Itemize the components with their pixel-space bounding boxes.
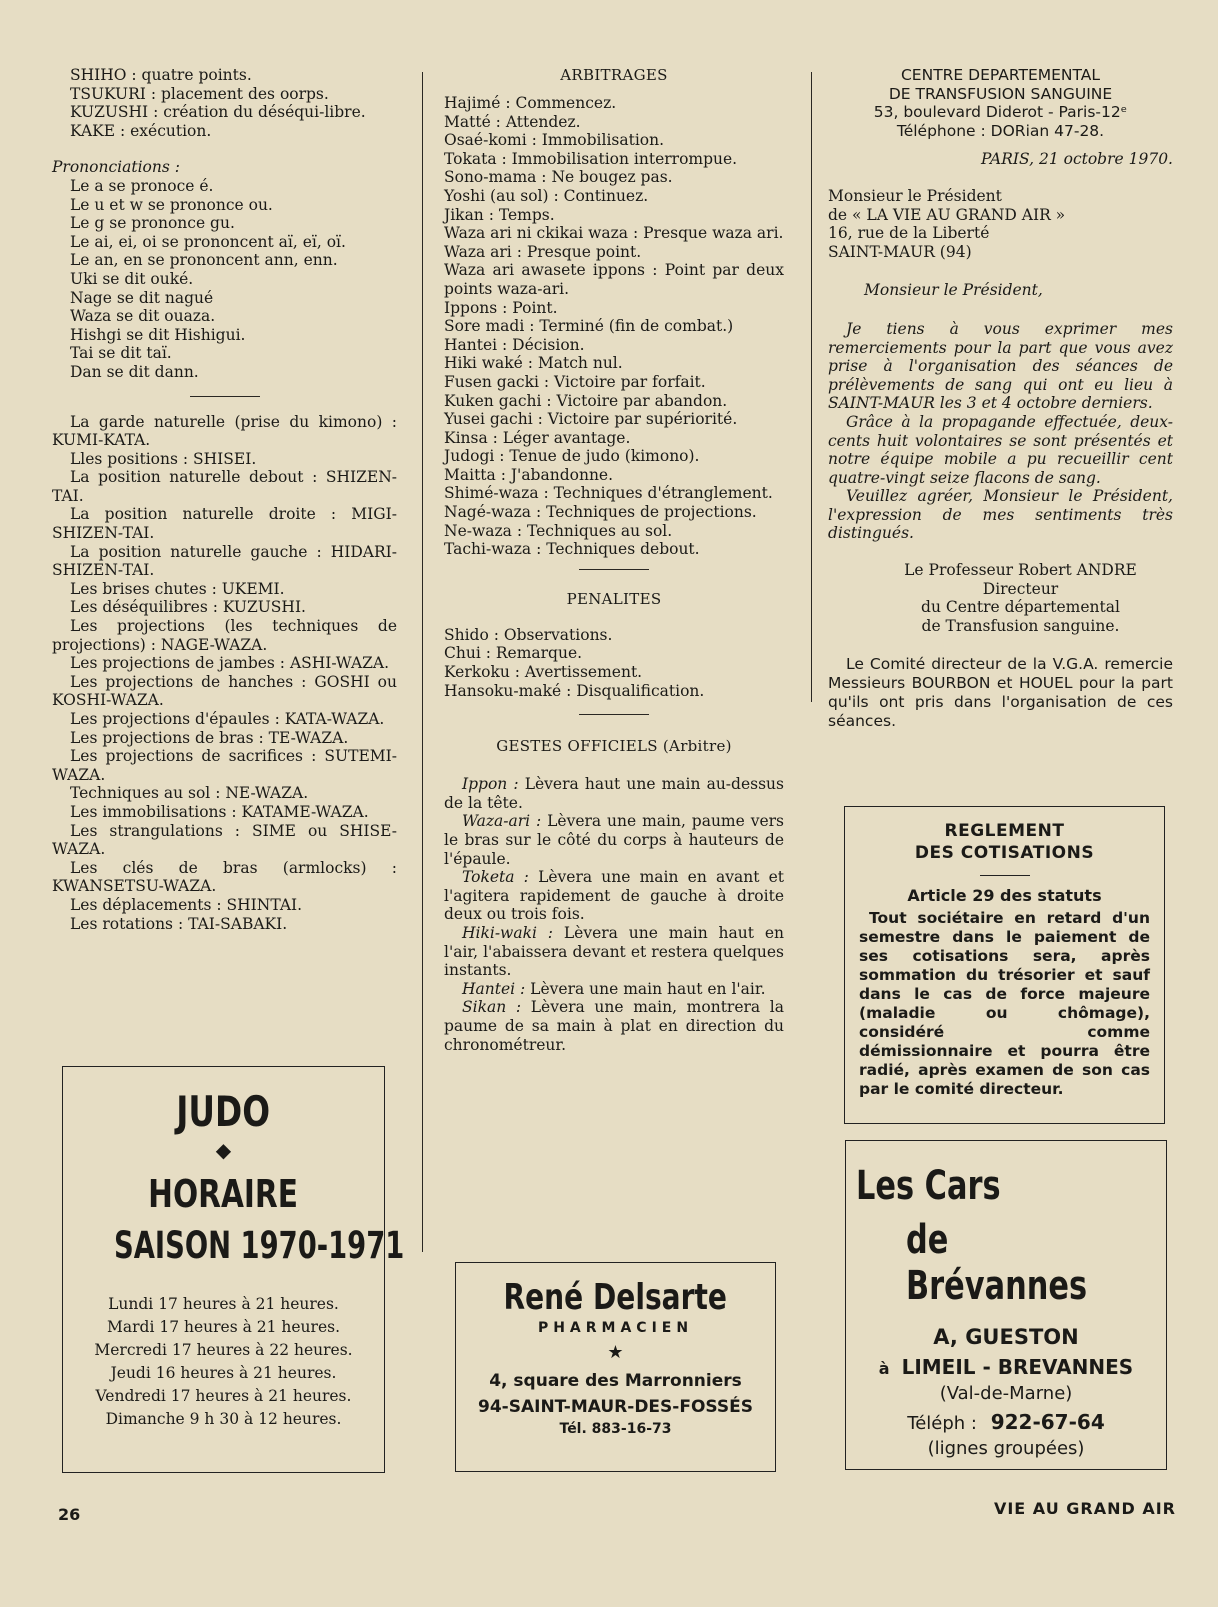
- arbitrage-item: Maitta : J'abandonne.: [444, 465, 614, 484]
- letter-date: PARIS, 21 octobre 1970.: [981, 150, 1173, 169]
- glossary-item: KUZUSHI : création du déséqui-libre.: [70, 103, 366, 122]
- pharmacy-city: 94-SAINT-MAUR-DES-FOSSÉS: [478, 1397, 753, 1417]
- signature-line: Le Professeur Robert ANDRE: [904, 561, 1137, 580]
- schedule-row: Mardi 17 heures à 21 heures.: [107, 1318, 340, 1336]
- cars-phone-number: 922-67-64: [990, 1410, 1105, 1434]
- gestes-list: [444, 775, 784, 1054]
- penalite-item: Hansoku-maké : Disqualification.: [444, 681, 705, 700]
- position-item: Les projections (les techniques de projections) : NAGE-WAZA.: [52, 617, 397, 654]
- arbitrage-item: Nagé-waza : Techniques de projections.: [444, 503, 757, 522]
- schedule-row: Vendredi 17 heures à 21 heures.: [95, 1387, 352, 1405]
- pronunciation-item: Uki se dit ouké.: [70, 269, 194, 288]
- arbitrage-item: Ippons : Point.: [444, 298, 558, 317]
- pronunciation-item: Le ai, ei, oi se prononcent aï, eï, oï.: [70, 232, 346, 251]
- signature-line: du Centre départemental: [921, 598, 1120, 617]
- letter-header-line: 53, boulevard Diderot - Paris-12ᵉ: [873, 103, 1128, 122]
- cars-owner: A, GUESTON: [933, 1325, 1079, 1349]
- arbitrage-item: Yoshi (au sol) : Continuez.: [444, 186, 649, 205]
- position-item: Techniques au sol : NE-WAZA.: [70, 784, 309, 803]
- arbitrage-item: Ne-waza : Techniques au sol.: [444, 521, 673, 540]
- arbitrage-item: Yusei gachi : Victoire par supériorité.: [444, 410, 738, 429]
- magazine-name: VIE AU GRAND AIR: [993, 1499, 1176, 1518]
- recipient-line: de « LA VIE AU GRAND AIR »: [828, 205, 1066, 224]
- arbitrage-item: Kinsa : Léger avantage.: [444, 428, 631, 447]
- horaire-title: HORAIRE: [148, 1172, 299, 1216]
- cars-subtitle: de Brévannes: [906, 1217, 1088, 1309]
- geste-text: Lèvera une main haut en l'air.: [525, 979, 766, 998]
- arbitrage-item: Hantei : Décision.: [444, 335, 585, 354]
- letter-signature: [868, 561, 1173, 635]
- letter-header-line: DE TRANSFUSION SANGUINE: [888, 84, 1113, 103]
- arbitrage-item: Waza ari ni ckikai waza : Presque waza ari.: [444, 224, 784, 243]
- arbitrage-item: Kuken gachi : Victoire par abandon.: [444, 391, 728, 410]
- cars-region: (Val-de-Marne): [939, 1383, 1073, 1404]
- arbitrages-heading: ARBITRAGES: [560, 66, 668, 84]
- geste-text: Lèvera haut une main au-dessus de la tête.: [444, 775, 784, 812]
- position-item: La position naturelle debout : SHIZEN-TAI.: [52, 468, 397, 505]
- arbitrage-item: Judogi : Tenue de judo (kimono).: [444, 447, 700, 466]
- reglement-subtitle: DES COTISATIONS: [914, 843, 1095, 863]
- cars-phone: [846, 1410, 1166, 1434]
- arbitrage-item: Hiki waké : Match nul.: [444, 354, 623, 373]
- letter-recipient: [828, 187, 1173, 261]
- page-number: 26: [58, 1505, 81, 1524]
- letter-paragraph: Je tiens à vous exprimer mes remerciements pour la part que vous avez prise à l'organisation des séances de prélèvements de sang qui ont eu lieu à SAINT-MAUR les 3 et 4 octobre derniers.: [828, 319, 1173, 413]
- arbitrage-item: Jikan : Temps.: [444, 205, 555, 224]
- position-item: Lles positions : SHISEI.: [70, 449, 257, 468]
- penalite-item: Chui : Remarque.: [444, 644, 583, 663]
- geste-text: Lèvera une main haut en l'air, l'abaissera devant et restera quelques instants.: [444, 923, 784, 980]
- arbitrage-item: Tokata : Immobilisation interrompue.: [444, 149, 738, 168]
- signature-line: de Transfusion sanguine.: [921, 616, 1120, 635]
- divider: [579, 714, 649, 715]
- schedule-list: [63, 1293, 384, 1431]
- penalites-heading: PENALITES: [566, 589, 662, 608]
- letter-body: [828, 320, 1173, 543]
- arbitrage-item: Osaé-komi : Immobilisation.: [444, 131, 665, 150]
- geste-item: [444, 775, 784, 812]
- divider: [980, 875, 1030, 876]
- schedule-row: Lundi 17 heures à 21 heures.: [108, 1295, 339, 1313]
- geste-term: Ippon :: [462, 775, 519, 794]
- pronunciation-item: Nage se dit nagué: [70, 288, 214, 307]
- position-item: Les immobilisations : KATAME-WAZA.: [70, 802, 369, 821]
- glossary-item: KAKE : exécution.: [70, 121, 212, 140]
- judo-schedule-box: [62, 1066, 405, 1473]
- cars-lines: (lignes groupées): [927, 1438, 1085, 1459]
- position-item: Les déséquilibres : KUZUSHI.: [70, 598, 306, 617]
- column-rule: [811, 72, 812, 702]
- geste-text: Lèvera une main, montrera la paume de sa main à plat en direction du chronométreur.: [444, 998, 785, 1054]
- glossary-item: SHIHO : quatre points.: [70, 66, 252, 84]
- position-item: Les brises chutes : UKEMI.: [70, 579, 285, 598]
- position-item: Les projections de hanches : GOSHI ou KOSHI-WAZA.: [52, 672, 397, 710]
- pharmacist-title: PHARMACIEN: [537, 1320, 694, 1336]
- recipient-line: Monsieur le Président: [828, 186, 1002, 205]
- arbitrage-item: Waza ari : Presque point.: [444, 242, 642, 261]
- glossary-item: TSUKURI : placement des oorps.: [70, 84, 329, 103]
- cars-city-name: LIMEIL - BREVANNES: [901, 1355, 1134, 1379]
- cars-city: [846, 1355, 1166, 1379]
- pronunciation-item: Le an, en se prononcent ann, enn.: [70, 251, 338, 270]
- geste-term: Waza-ari :: [462, 812, 542, 831]
- cars-city-prefix: à: [878, 1359, 890, 1378]
- position-item: Les strangulations : SIME ou SHISE-WAZA.: [52, 821, 397, 859]
- column-rule: [422, 72, 423, 1252]
- geste-term: Hantei :: [462, 979, 526, 998]
- letter-header: [828, 66, 1173, 140]
- recipient-line: SAINT-MAUR (94): [828, 242, 972, 261]
- penalites-list: [444, 626, 784, 700]
- cars-ad-box: [845, 1140, 1167, 1470]
- arbitrage-item: Waza ari awasete ippons : Point par deux points waza-ari.: [444, 261, 784, 298]
- position-item: Les projections d'épaules : KATA-WAZA.: [70, 710, 385, 728]
- position-item: Les clés de bras (armlocks) : KWANSETSU-WAZA.: [52, 858, 397, 896]
- position-item: La position naturelle droite : MIGI-SHIZEN-TAI.: [52, 505, 397, 543]
- geste-item: [444, 812, 784, 868]
- arbitrage-item: Tachi-waza : Techniques debout.: [444, 540, 700, 559]
- position-item: La position naturelle gauche : HIDARI-SHIZEN-TAI.: [52, 542, 397, 580]
- pronunciation-item: Tai se dit taï.: [70, 344, 172, 363]
- letter-header-line: CENTRE DEPARTEMENTAL: [900, 66, 1101, 84]
- recipient-line: 16, rue de la Liberté: [828, 224, 990, 243]
- penalite-item: Shido : Observations.: [444, 625, 613, 644]
- geste-term: Toketa :: [462, 868, 529, 887]
- position-item: Les projections de jambes : ASHI-WAZA.: [70, 654, 390, 673]
- glossary-list: [52, 66, 397, 140]
- geste-term: Hiki-waki :: [462, 923, 554, 942]
- position-item: Les projections de sacrifices : SUTEMI-WAZA.: [52, 747, 397, 784]
- column-right: [828, 66, 1173, 731]
- committee-note: Le Comité directeur de la V.G.A. remercie Messieurs BOURBON et HOUEL pour la part qu'ils ont pris dans l'organisation de ces séances.: [828, 655, 1173, 731]
- position-item: Les déplacements : SHINTAI.: [70, 895, 303, 914]
- arbitrage-item: Matté : Attendez.: [444, 112, 581, 131]
- pronunciation-item: Le a se pronoce é.: [70, 176, 214, 195]
- geste-item: [444, 868, 784, 924]
- arbitrage-item: Hajimé : Commencez.: [444, 94, 617, 112]
- pronunciation-item: Le g se prononce gu.: [70, 214, 235, 233]
- cars-title: Les Cars: [856, 1163, 1001, 1209]
- geste-text: Lèvera une main, paume vers le bras sur le côté du corps à hauteurs de l'épaule.: [444, 812, 784, 868]
- star-icon: ★: [607, 1342, 624, 1363]
- letter-header-line: Téléphone : DORian 47-28.: [896, 121, 1105, 140]
- position-item: Les rotations : TAI-SABAKI.: [70, 914, 288, 933]
- judo-title: JUDO: [176, 1087, 271, 1136]
- schedule-row: Mercredi 17 heures à 22 heures.: [94, 1341, 353, 1359]
- penalite-item: Kerkoku : Avertissement.: [444, 663, 643, 682]
- arbitrage-item: Shimé-waza : Techniques d'étranglement.: [444, 484, 773, 503]
- season-title: SAISON 1970-1971: [114, 1224, 405, 1267]
- pharmacy-ad-box: [455, 1262, 776, 1472]
- reglement-title: REGLEMENT: [944, 821, 1065, 841]
- pharmacy-address: 4, square des Marronniers: [489, 1371, 742, 1391]
- letter-paragraph: Veuillez agréer, Monsieur le Président, l'expression de mes sentiments très distingués.: [828, 487, 1173, 543]
- diamond-icon: ◆: [215, 1138, 232, 1162]
- cars-phone-label: Téléph :: [907, 1413, 977, 1434]
- pronunciation-item: Le u et w se prononce ou.: [70, 195, 273, 214]
- column-left: [52, 66, 397, 933]
- gestes-heading: GESTES OFFICIELS (Arbitre): [496, 737, 732, 756]
- column-middle: [444, 66, 784, 1054]
- reglement-box: [844, 806, 1165, 1124]
- pharmacy-phone: Tél. 883-16-73: [559, 1421, 672, 1437]
- geste-item: [444, 924, 784, 980]
- pronunciation-item: Hishgi se dit Hishigui.: [70, 325, 246, 344]
- article-label: Article 29 des statuts: [907, 886, 1102, 905]
- arbitrages-list: [444, 94, 784, 559]
- geste-text: Lèvera une main en avant et l'agitera rapidement de gauche à droite deux ou trois fois.: [444, 868, 784, 924]
- schedule-row: Jeudi 16 heures à 21 heures.: [110, 1364, 337, 1382]
- positions-list: [52, 413, 397, 934]
- reglement-text: Tout sociétaire en retard d'un semestre dans le paiement de ses cotisations sera, après sommation du trésorier et sauf dans le cas de force majeure (maladie ou chômage), considéré comme démissionnaire et pourra être radié, après examen de son cas par le comité directeur.: [859, 909, 1150, 1098]
- pronunciation-heading: Prononciations :: [52, 158, 180, 177]
- arbitrage-item: Sore madi : Terminé (fin de combat.): [444, 317, 734, 336]
- position-item: Les projections de bras : TE-WAZA.: [70, 728, 349, 747]
- geste-item: [444, 998, 784, 1054]
- geste-item: [444, 980, 784, 999]
- divider: [190, 396, 260, 397]
- letter-paragraph: Grâce à la propagande effectuée, deux-cents huit volontaires se sont présentés et notre équipe mobile a pu recueillir cent quatre-vingt seize flacons de sang.: [828, 412, 1173, 487]
- divider: [579, 569, 649, 570]
- schedule-row: Dimanche 9 h 30 à 12 heures.: [105, 1410, 342, 1428]
- arbitrage-item: Fusen gacki : Victoire par forfait.: [444, 372, 706, 391]
- position-item: La garde naturelle (prise du kimono) : KUMI-KATA.: [52, 412, 397, 450]
- pharmacist-name: René Delsarte: [503, 1277, 728, 1318]
- signature-line: Directeur: [982, 579, 1059, 598]
- arbitrage-item: Sono-mama : Ne bougez pas.: [444, 168, 673, 187]
- letter-salutation: Monsieur le Président,: [864, 281, 1043, 300]
- geste-term: Sikan :: [462, 998, 522, 1017]
- pronunciation-item: Waza se dit ouaza.: [70, 307, 216, 326]
- pronunciation-list: [52, 177, 397, 382]
- pronunciation-item: Dan se dit dann.: [70, 362, 199, 381]
